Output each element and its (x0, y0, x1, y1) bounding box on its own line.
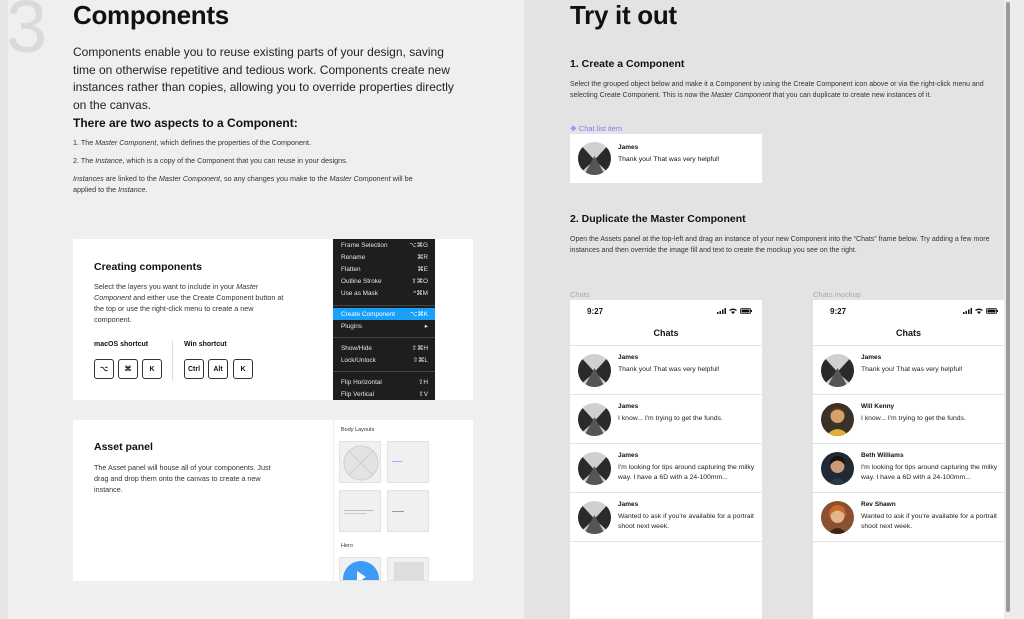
chat-name: James (861, 354, 882, 361)
avatar (821, 501, 854, 534)
chat-row[interactable] (570, 493, 762, 542)
chat-name: James (618, 501, 639, 508)
shortcut-divider (172, 341, 173, 381)
menu-item-use-as-mask[interactable]: Use as Mask ^⌘M (341, 289, 428, 297)
chat-row[interactable] (813, 395, 1004, 444)
chats-title: Chats (653, 328, 679, 338)
chat-message: I know... I'm trying to get the funds. (618, 415, 723, 422)
key-k-win: K (233, 359, 253, 379)
key-alt: Alt (208, 359, 228, 379)
chat-name: James (618, 403, 639, 410)
chat-message: I'm looking for tips around capturing the milky way. I have a 6D with a 24-100mm... (861, 464, 998, 481)
chat-message: I know... I'm trying to get the funds. (861, 415, 966, 422)
menu-item-flip-horizontal[interactable]: Flip Horizontal ⇧H (341, 378, 428, 386)
chat-message: Thank you! That was very helpful! (618, 366, 720, 373)
status-time: 9:27 (830, 307, 847, 316)
context-menu (333, 239, 435, 400)
scrollbar-thumb[interactable] (1006, 2, 1010, 612)
mockup-frame-label[interactable]: Chats mockup (813, 290, 861, 299)
menu-separator (333, 371, 435, 372)
step-number: 3 (6, 0, 48, 68)
asset-thumb-layout-a[interactable] (387, 441, 429, 483)
asset-thumb-hero[interactable] (339, 557, 381, 581)
chat-row[interactable] (813, 444, 1004, 493)
chats-frame-label[interactable]: Chats (570, 290, 590, 299)
components-intro: Components enable you to reuse existing parts of your design, saving time on otherwise repetitive and tedious work. Components create new instances rather than copies, allowing you to override properties directly on the canvas. (73, 45, 454, 112)
status-time: 9:27 (587, 307, 604, 316)
creating-components-title: Creating components (94, 261, 202, 273)
menu-item-lock-unlock[interactable]: Lock/Unlock ⇧⌘L (341, 356, 428, 364)
step2-text: Open the Assets panel at the top-left and drag an instance of your new Component into the “Chats” frame below. Try adding a few more instances and then override the image fill and text to create the mockup you see on the right. (570, 236, 990, 254)
chat-message: I'm looking for tips around capturing the milky way. I have a 6D with a 24-100mm... (618, 464, 755, 481)
menu-item-rename[interactable]: Rename ⌘R (341, 253, 428, 261)
menu-item-flatten[interactable]: Flatten ⌘E (341, 265, 428, 273)
status-icons (963, 308, 998, 314)
avatar (578, 452, 611, 485)
asset-panel-text: The Asset panel will house all of your components. Just drag and drop them onto the canvas to create a new instance. (94, 463, 271, 494)
avatar (821, 403, 854, 436)
components-title: Components (73, 0, 229, 30)
asset-thumb-hero-b[interactable] (387, 557, 429, 581)
avatar (578, 142, 611, 175)
wifi-icon (975, 308, 983, 314)
step1-heading: 1. Create a Component (570, 58, 685, 70)
chat-name: James (618, 452, 639, 459)
chats-title: Chats (895, 328, 921, 338)
menu-item-create-component[interactable]: Create Component ⌥⌘K (333, 308, 435, 320)
chats-mockup-frame (813, 300, 1004, 619)
status-icons (717, 308, 752, 314)
menu-item-plugins[interactable]: Plugins ▸ (341, 322, 428, 330)
menu-item-show-hide[interactable]: Show/Hide ⇧⌘H (341, 344, 428, 352)
aspects-heading: There are two aspects to a Component: (73, 116, 298, 130)
key-k: K (142, 359, 162, 379)
asset-panel-title: Asset panel (94, 441, 153, 453)
avatar (821, 354, 854, 387)
try-it-out-title: Try it out (570, 0, 677, 30)
component-label[interactable]: ❖ Chat list item (570, 124, 623, 133)
signal-icon (717, 308, 726, 314)
asset-thumb-placeholder[interactable] (339, 441, 381, 483)
chats-frame (570, 300, 762, 619)
key-ctrl: Ctrl (184, 359, 204, 379)
chat-row[interactable] (570, 444, 762, 493)
step2-heading: 2. Duplicate the Master Component (570, 213, 746, 225)
macos-shortcut-label: macOS shortcut (94, 341, 149, 348)
chat-row[interactable] (813, 493, 1004, 542)
avatar (578, 501, 611, 534)
key-command: ⌘ (118, 359, 138, 379)
chat-name: Rev Shawn (861, 501, 896, 508)
battery-icon (740, 308, 752, 314)
wifi-icon (729, 308, 737, 314)
assets-section-hero: Hero (341, 543, 353, 549)
asset-thumb-layout-b[interactable] (339, 490, 381, 532)
assets-section-body-layouts: Body Layouts (341, 427, 375, 433)
chat-message: Thank you! That was very helpful! (861, 366, 963, 373)
win-shortcut-label: Win shortcut (184, 341, 227, 348)
menu-item-frame-selection[interactable]: Frame Selection ⌥⌘G (341, 241, 428, 249)
avatar (821, 452, 854, 485)
chat-message: Wanted to ask if you're available for a portrait shoot next week. (618, 513, 754, 530)
placeholder-circle-icon (340, 442, 382, 484)
master-chat-item[interactable] (570, 134, 762, 183)
key-option: ⌥ (94, 359, 114, 379)
chat-name: Beth Williams (861, 452, 904, 459)
master-item-message: Thank you! That was very helpful! (618, 156, 720, 163)
chat-message: Wanted to ask if you're available for a portrait shoot next week. (861, 513, 997, 530)
instances-linked-note: Instances are linked to the Master Component, so any changes you make to the Master Component will be applied to the Instance. (73, 174, 413, 194)
aspect-2: 2. The Instance, which is a copy of the Component that you can reuse in your designs. (73, 156, 348, 165)
creating-components-text: Select the layers you want to include in your Master Component and either use the Create Component button at the top or use the right-click menu to create a new component. (94, 282, 284, 324)
asset-thumb-layout-c[interactable] (387, 490, 429, 532)
chat-row[interactable] (570, 346, 762, 395)
battery-icon (986, 308, 998, 314)
aspect-1: 1. The Master Component, which defines the properties of the Component. (73, 138, 311, 147)
master-item-name: James (618, 144, 639, 151)
chat-name: Will Kenny (861, 403, 895, 410)
avatar (578, 403, 611, 436)
menu-separator (333, 305, 435, 306)
menu-item-flip-vertical[interactable]: Flip Vertical ⇧V (341, 390, 428, 398)
signal-icon (963, 308, 972, 314)
chat-name: James (618, 354, 639, 361)
menu-item-outline-stroke[interactable]: Outline Stroke ⇧⌘O (341, 277, 428, 285)
chat-row[interactable] (813, 346, 1004, 395)
step1-text: Select the grouped object below and make it a Component by using the Create Component icon above or via the right-click menu and selecting Create Component. This is now the Master Component that you can duplicate to create new instances of it. (570, 81, 984, 99)
chat-row[interactable] (570, 395, 762, 444)
avatar (578, 354, 611, 387)
component-icon: ❖ (570, 124, 579, 133)
menu-separator (333, 337, 435, 338)
